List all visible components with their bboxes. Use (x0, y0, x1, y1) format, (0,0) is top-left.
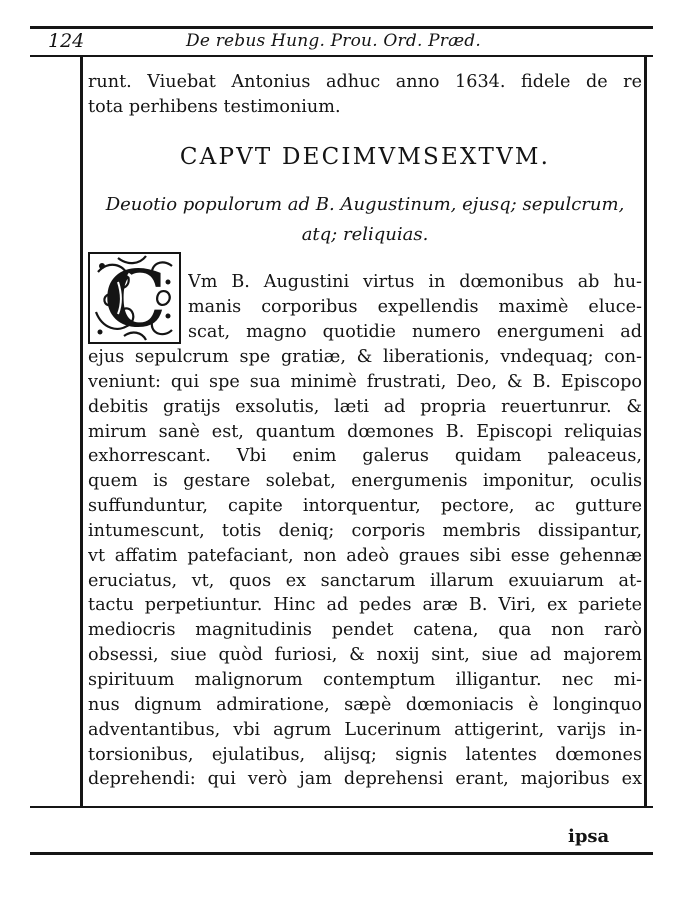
text-line: veniunt: qui spe sua minimè frustrati, Deo, & B. Episcopo (88, 371, 642, 392)
frame-right-rule (644, 57, 647, 807)
text-line: exhorrescant. Vbi enim galerus quidam paleaceus, (88, 446, 642, 467)
text-line: Vm B. Augustini virtus in dœmonibus ab hu- (188, 272, 642, 292)
subtitle-line: Deuotio populorum ad B. Augustinum, ejusq; sepulcrum, (105, 194, 625, 215)
text-line: mirum sanè est, quantum dœmones B. Episcopi reliquias (88, 421, 642, 442)
text-line: ejus sepulcrum spe gratiæ, & liberationis, vndequaq; con- (88, 347, 642, 367)
text-line: deprehendi: qui verò jam deprehensi erant, majoribus ex (88, 769, 642, 790)
text-line: spirituum malignorum contemptum illigantur. nec mi- (88, 669, 642, 690)
text-line: obsessi, siue quòd furiosi, & noxij sint, siue ad majorem (88, 645, 642, 666)
text-line: scat, magno quotidie numero energumeni ad (188, 321, 642, 342)
intro-line: runt. Viuebat Antonius adhuc anno 1634. fidele de re (88, 72, 642, 92)
text-line: debitis gratijs exsolutis, læti ad propria reuertunrur. & (88, 396, 642, 417)
frame-left-rule (80, 57, 83, 807)
chapter-subtitle (88, 190, 642, 250)
first-paragraph-lines (188, 270, 642, 345)
intro-text (88, 70, 642, 120)
text-line: adventantibus, vbi agrum Lucerinum attigerint, varijs in- (88, 719, 642, 740)
text-line: torsionibus, ejulatibus, alijsq; signis latentes dœmones (88, 744, 642, 765)
top-rule (30, 26, 653, 29)
footer-rule (30, 806, 653, 808)
header-rule (30, 55, 653, 57)
chapter-title: CAPVT DECIMVMSEXTVM. (179, 144, 551, 170)
text-line: eruciatus, vt, quos ex sanctarum illarum exuuiarum at- (88, 570, 642, 591)
intro-line: tota perhibens testimonium. (88, 96, 341, 117)
drop-cap-ornament-icon (88, 252, 181, 344)
text-line: vt affatim patefaciant, non adeò graues sibi esse gehennæ (88, 545, 642, 566)
text-line: intumescunt, totis deniq; corporis membris dissipantur, (88, 520, 642, 541)
ornamental-drop-cap (88, 252, 181, 344)
text-line: tactu perpetiuntur. Hinc ad pedes aræ B. Viri, ex pariete (88, 595, 642, 616)
drop-cap-letter: C (103, 254, 167, 344)
text-line: mediocris magnitudinis pendet catena, qua non rarò (88, 620, 642, 641)
bottom-rule (30, 852, 653, 855)
body-text (88, 345, 642, 792)
catchword: ipsa (568, 826, 610, 847)
running-head: De rebus Hung. Prou. Ord. Præd. (186, 31, 481, 51)
text-line: quem is gestare solebat, energumenis imponitur, oculis (88, 471, 642, 492)
page-number: 124 (48, 30, 85, 52)
text-line: nus dignum admiratione, sæpè dœmoniacis è longinquo (88, 694, 642, 715)
subtitle-line: atq; reliquias. (301, 224, 429, 245)
text-line: suffunduntur, capite intorquentur, pectore, ac gutture (88, 496, 642, 517)
text-line: manis corporibus expellendis maximè eluce- (188, 296, 642, 317)
